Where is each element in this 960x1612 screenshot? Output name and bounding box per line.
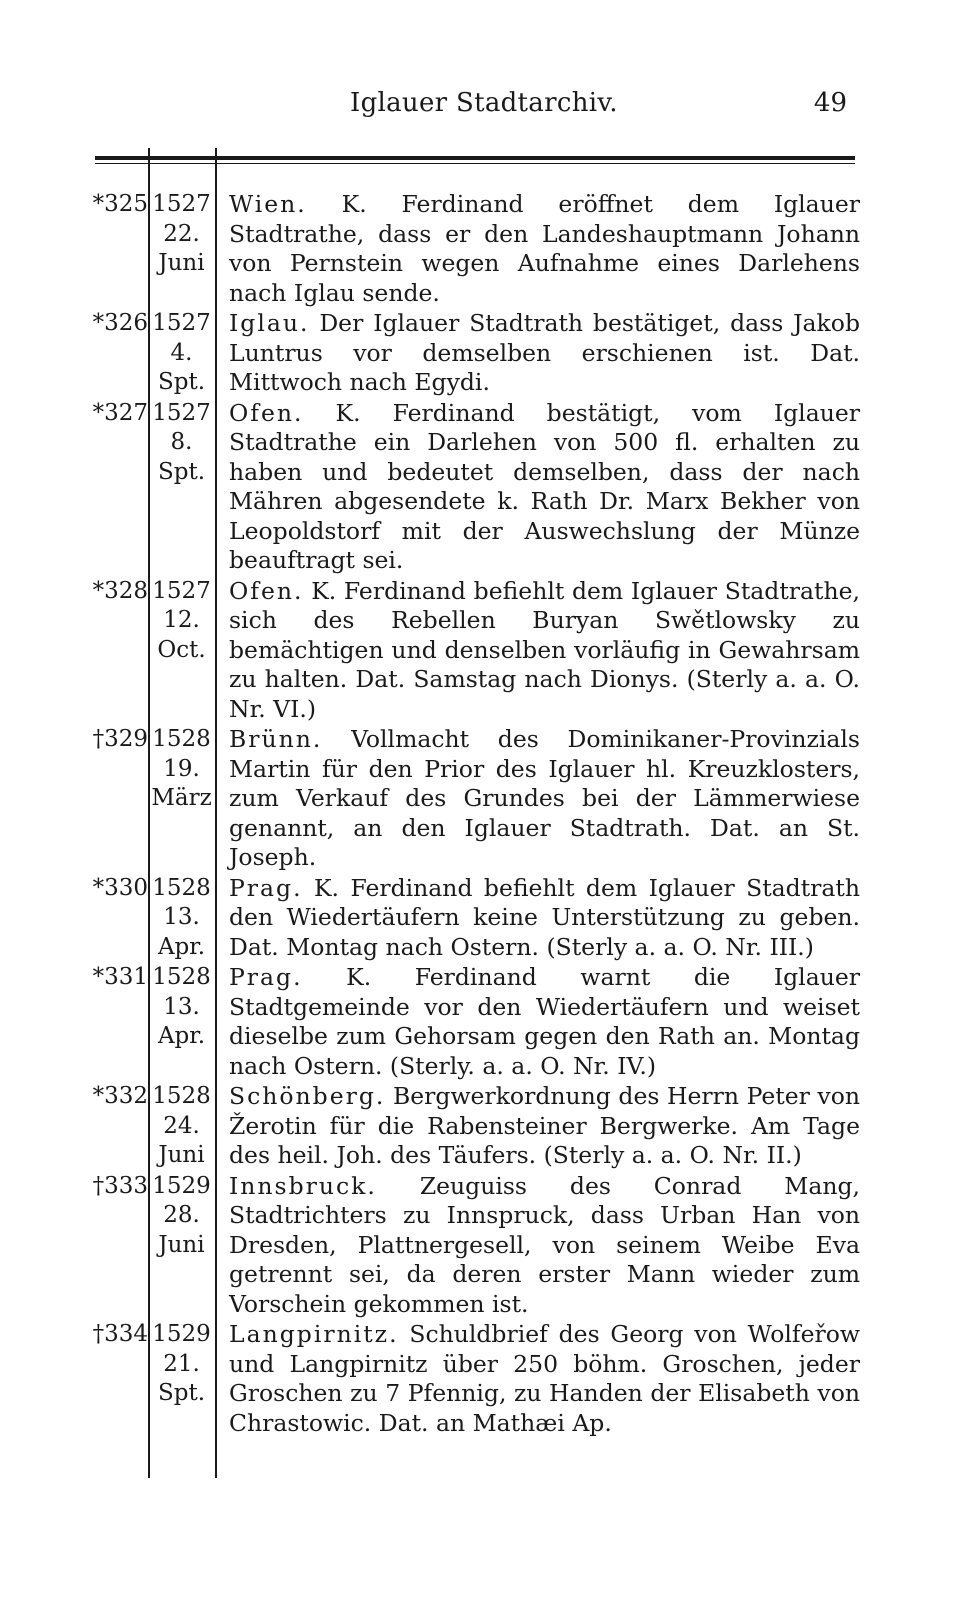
entry-year: 1527 bbox=[152, 399, 211, 426]
entry-month: Spt. bbox=[157, 369, 206, 395]
entry-number: *328 bbox=[92, 577, 148, 604]
entry-date bbox=[148, 309, 215, 398]
entry-date bbox=[148, 725, 215, 814]
entry-number: †333 bbox=[92, 1172, 148, 1199]
entry-body: Der Iglauer Stadtrath bestätiget, dass Jakob Luntrus vor demselben erschienen ist. Dat. Mittwoch nach Egydi. bbox=[229, 309, 860, 396]
entry-body: Vollmacht des Dominikaner-Provinzials Martin für den Prior des Iglauer hl. Kreuzklosters, zum Verkauf des Grundes bei der Lämmerwiese genannt, an den Iglauer Stadtrath. Dat. an St. Joseph. bbox=[229, 725, 860, 871]
entry-month: Juni bbox=[158, 1231, 205, 1258]
register-entry bbox=[70, 577, 860, 725]
entry-day: 21. bbox=[163, 1350, 200, 1377]
entry-year: 1528 bbox=[152, 726, 211, 752]
entry-place: Prag. bbox=[229, 963, 303, 991]
entry-month: Apr. bbox=[157, 933, 206, 960]
entry-place: Wien. bbox=[229, 190, 307, 218]
page-title: Iglauer Stadtarchiv. bbox=[350, 88, 618, 118]
entry-number: †334 bbox=[92, 1321, 148, 1347]
entry-body: K. Ferdinand befiehlt dem Iglauer Stadtrathe, sich des Rebellen Buryan Swětlowsky zu bemächtigen und denselben vorläufig in Gewahrsam zu halten. Dat. Samstag nach Dionys. (Sterly a. a. O. Nr. VI.) bbox=[229, 576, 860, 723]
entry-month: Juni bbox=[158, 1142, 205, 1168]
entry-number: †329 bbox=[92, 726, 148, 752]
header-rule-thick bbox=[95, 156, 855, 160]
register-entry bbox=[70, 963, 860, 1081]
register-entry bbox=[70, 874, 860, 963]
entry-text bbox=[215, 1320, 860, 1438]
entry-number: *326 bbox=[92, 310, 148, 336]
entry-date bbox=[148, 1320, 215, 1409]
entry-date bbox=[148, 963, 215, 1052]
entry-month: Apr. bbox=[157, 1023, 206, 1049]
entry-year: 1528 bbox=[152, 874, 211, 901]
entry-number: *331 bbox=[92, 964, 148, 990]
register-entry bbox=[70, 190, 860, 308]
entry-text bbox=[215, 309, 860, 398]
register-entry bbox=[70, 1172, 860, 1320]
entry-body: K. Ferdinand befiehlt dem Iglauer Stadtrath den Wiedertäufern keine Unterstützung zu geben. Dat. Montag nach Ostern. (Sterly a. a. O. Nr. III.) bbox=[229, 873, 860, 961]
entry-year: 1527 bbox=[152, 310, 211, 336]
entry-body: Zeuguiss des Conrad Mang, Stadtrichters zu Innspruck, dass Urban Han von Dresden, Plattnergesell, von seinem Weibe Eva getrennt sei, da deren erster Mann wieder zum Vorschein gekommen ist. bbox=[229, 1171, 860, 1318]
entry-text bbox=[215, 190, 860, 308]
register-entry bbox=[70, 1320, 860, 1438]
entry-date bbox=[148, 1172, 215, 1261]
running-header bbox=[95, 88, 855, 128]
entry-text bbox=[215, 725, 860, 873]
entry-body: K. Ferdinand warnt die Iglauer Stadtgemeinde vor den Wiedertäufern und weiset dieselbe zum Gehorsam gegen den Rath an. Montag nach Ostern. (Sterly. a. a. O. Nr. IV.) bbox=[229, 963, 860, 1080]
entry-place: Langpirnitz. bbox=[229, 1320, 399, 1348]
entry-place: Ofen. bbox=[229, 398, 304, 427]
entry-year: 1527 bbox=[152, 577, 211, 604]
entry-text bbox=[215, 874, 860, 963]
header-rule-thin bbox=[95, 163, 855, 164]
entry-day: 19. bbox=[163, 755, 200, 782]
entry-place: Brünn. bbox=[229, 725, 323, 753]
entry-body: Bergwerkordnung des Herrn Peter von Žerotin für die Rabensteiner Bergwerke. Am Tage des heil. Joh. des Täufers. (Sterly a. a. O. Nr. II.) bbox=[229, 1082, 860, 1169]
entry-day: 28. bbox=[163, 1202, 200, 1228]
entry-body: K. Ferdinand eröffnet dem Iglauer Stadtrathe, dass er den Landeshauptmann Johann von Pernstein wegen Aufnahme eines Darlehens nach Iglau sende. bbox=[229, 190, 860, 307]
entry-day: 13. bbox=[163, 993, 200, 1020]
entry-date bbox=[148, 1082, 215, 1171]
entry-text bbox=[215, 1172, 860, 1320]
entry-day: 8. bbox=[170, 429, 193, 455]
entry-number: *330 bbox=[92, 874, 148, 901]
register-entries bbox=[70, 190, 860, 1439]
register-entry bbox=[70, 1082, 860, 1171]
entry-text bbox=[215, 1082, 860, 1171]
entry-year: 1528 bbox=[152, 1083, 211, 1109]
entry-date bbox=[148, 874, 215, 963]
page-number: 49 bbox=[813, 88, 847, 118]
entry-month: Juni bbox=[158, 250, 205, 276]
entry-number: *327 bbox=[92, 399, 148, 426]
entry-number: *332 bbox=[92, 1083, 148, 1109]
entry-place: Ofen. bbox=[229, 576, 304, 605]
entry-year: 1527 bbox=[152, 191, 211, 217]
entry-month: März bbox=[151, 785, 212, 811]
entry-month: Oct. bbox=[157, 636, 206, 663]
entry-year: 1529 bbox=[152, 1321, 211, 1347]
entry-place: Schönberg. bbox=[229, 1082, 386, 1110]
register-entry bbox=[70, 725, 860, 873]
entry-number: *325 bbox=[92, 191, 148, 217]
entry-day: 24. bbox=[163, 1112, 200, 1139]
entry-year: 1528 bbox=[152, 964, 211, 990]
register-entry bbox=[70, 309, 860, 398]
entry-text bbox=[215, 577, 860, 725]
entry-date bbox=[148, 399, 215, 488]
entry-date bbox=[148, 190, 215, 279]
entry-year: 1529 bbox=[152, 1172, 211, 1199]
entry-body: K. Ferdinand bestätigt, vom Iglauer Stadtrathe ein Darlehen von 500 fl. erhalten zu haben und bedeutet demselben, dass der nach Mähren abgesendete k. Rath Dr. Marx Bekher von Leopoldstorf mit der Auswechslung der Münze beauftragt sei. bbox=[229, 398, 860, 574]
entry-month: Spt. bbox=[157, 458, 206, 485]
entry-place: Innsbruck. bbox=[229, 1171, 377, 1200]
entry-month: Spt. bbox=[157, 1380, 206, 1406]
entry-text bbox=[215, 963, 860, 1081]
entry-text bbox=[215, 399, 860, 576]
entry-body: Schuldbrief des Georg von Wolfeřow und Langpirnitz über 250 böhm. Groschen, jeder Groschen zu 7 Pfennig, zu Handen der Elisabeth von Chrastowic. Dat. an Mathæi Ap. bbox=[229, 1320, 860, 1437]
register-entry bbox=[70, 399, 860, 576]
entry-day: 22. bbox=[163, 220, 200, 247]
entry-date bbox=[148, 577, 215, 666]
entry-place: Iglau. bbox=[229, 309, 310, 337]
entry-day: 13. bbox=[163, 904, 200, 930]
entry-day: 4. bbox=[170, 339, 193, 366]
entry-place: Prag. bbox=[229, 873, 303, 902]
entry-day: 12. bbox=[163, 607, 200, 633]
